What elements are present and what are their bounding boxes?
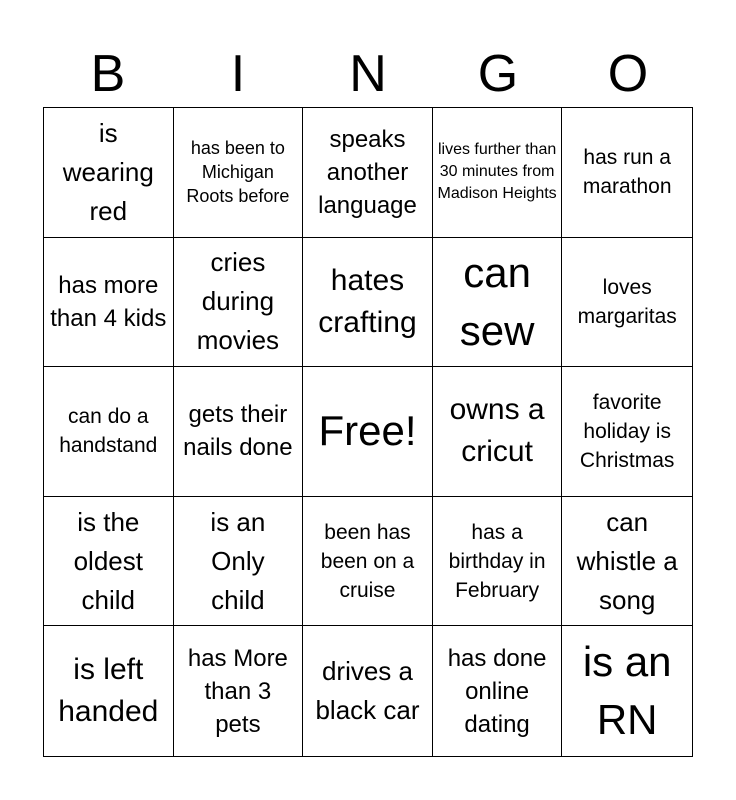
cell-text: speaks another language [318, 125, 417, 219]
header-letter-n: N [349, 45, 387, 103]
cell-text: gets their nails done [183, 401, 293, 462]
bingo-cell[interactable] [433, 367, 563, 497]
cell-text: has run a marathon [582, 146, 672, 199]
bingo-cell[interactable] [303, 626, 433, 756]
cell-text: has more than 4 kids [50, 271, 167, 332]
cell-text: loves margaritas [577, 275, 677, 328]
bingo-cell[interactable] [303, 497, 433, 627]
header-letter-o: O [607, 45, 649, 103]
cell-text: has More than 3 pets [187, 644, 288, 738]
cell-text: drives a black car [315, 656, 420, 726]
free-space-text: Free! [318, 407, 417, 455]
bingo-cell[interactable] [174, 367, 304, 497]
bingo-cell[interactable] [44, 626, 174, 756]
cell-text: is wearing red [62, 117, 154, 226]
bingo-cell[interactable] [433, 626, 563, 756]
bingo-cell[interactable] [433, 108, 563, 238]
cell-text: has been to Michigan Roots before [186, 138, 290, 207]
bingo-cell[interactable] [433, 238, 563, 368]
bingo-header [43, 40, 693, 108]
bingo-cell[interactable] [562, 108, 692, 238]
cell-text: is an Only child [210, 506, 266, 615]
bingo-cell[interactable] [174, 108, 304, 238]
bingo-cell[interactable] [562, 238, 692, 368]
cell-text: can do a handstand [59, 405, 158, 458]
cell-text: cries during movies [196, 247, 280, 356]
header-letter-b: B [90, 45, 126, 103]
bingo-cell[interactable] [44, 108, 174, 238]
cell-text: has a birthday in February [448, 520, 546, 602]
bingo-cell[interactable] [303, 367, 433, 497]
cell-text: lives further than 30 minutes from Madison Heights [437, 141, 557, 203]
header-letter-i: I [230, 45, 246, 103]
bingo-cell[interactable] [562, 367, 692, 497]
cell-text: can sew [459, 248, 535, 354]
bingo-cell[interactable] [303, 108, 433, 238]
bingo-cell[interactable] [44, 238, 174, 368]
cell-text: is left handed [58, 653, 159, 729]
bingo-cell[interactable] [174, 238, 304, 368]
bingo-cell[interactable] [174, 626, 304, 756]
cell-text: hates crafting [318, 263, 417, 339]
bingo-cell[interactable] [44, 367, 174, 497]
cell-text: is the oldest child [73, 506, 143, 615]
bingo-cell[interactable] [303, 238, 433, 368]
bingo-cell[interactable] [174, 497, 304, 627]
bingo-cell[interactable] [433, 497, 563, 627]
cell-text: favorite holiday is Christmas [579, 390, 675, 472]
bingo-card [43, 107, 693, 757]
bingo-cell[interactable] [562, 497, 692, 627]
cell-text: been has been on a cruise [320, 520, 415, 602]
header-letter-g: G [477, 45, 519, 103]
cell-text: is an RN [582, 638, 672, 744]
bingo-cell[interactable] [562, 626, 692, 756]
cell-text: can whistle a song [576, 506, 678, 615]
cell-text: has done online dating [447, 644, 547, 738]
bingo-cell[interactable] [44, 497, 174, 627]
cell-text: owns a cricut [449, 393, 545, 469]
